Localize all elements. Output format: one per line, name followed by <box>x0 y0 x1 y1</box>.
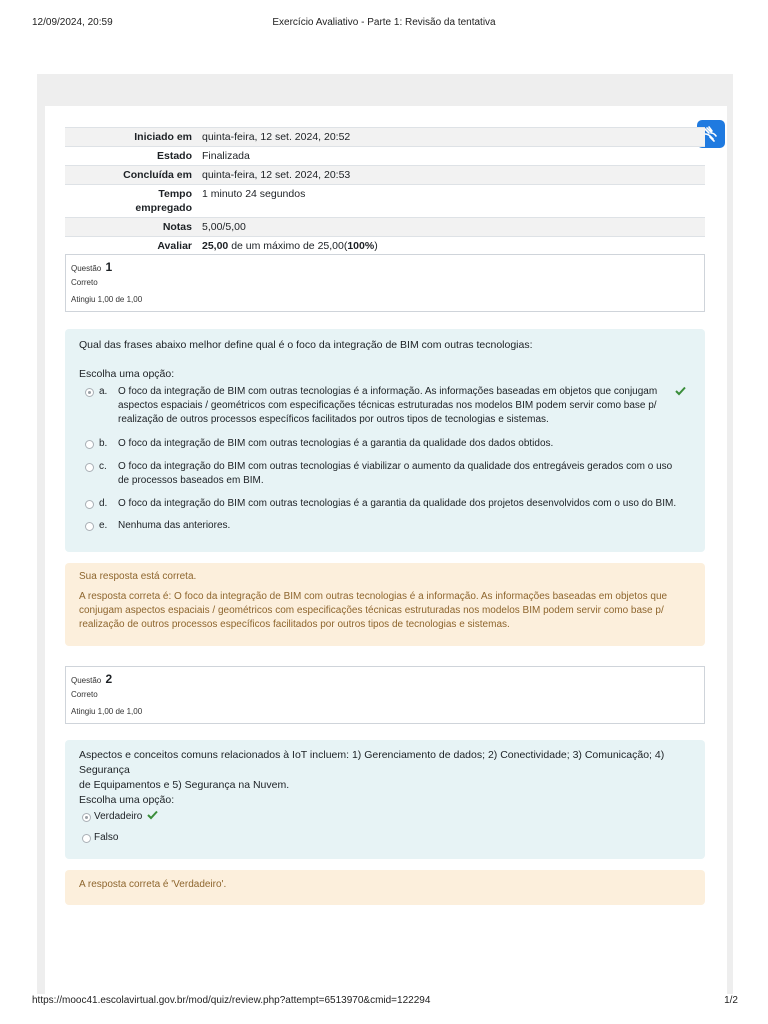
option-text-line: aspectos espaciais / geométricos com especificações técnicas estruturadas nos modelos BIM podem servir como base p/ <box>118 400 657 411</box>
option-letter: d. <box>99 498 108 509</box>
question-number: 1 <box>105 260 113 274</box>
choose-option-prompt: Escolha uma opção: <box>79 368 175 380</box>
summary-row-marks <box>65 218 705 237</box>
radio-button[interactable] <box>82 834 91 843</box>
summary-value: quinta-feira, 12 set. 2024, 20:53 <box>197 166 705 185</box>
answer-option-c[interactable] <box>85 460 695 490</box>
option-text-line: O foco da integração de BIM com outras tecnologias é a garantia da qualidade dos dados obtidos. <box>118 438 554 449</box>
summary-value: 5,00/5,00 <box>197 218 705 237</box>
question-info-2 <box>65 666 705 724</box>
question-state: Correto <box>71 690 98 699</box>
question-formulation-2 <box>65 740 705 859</box>
grade-value: 25,00 <box>202 240 229 252</box>
question-state: Correto <box>71 278 98 287</box>
summary-label: Tempo empregado <box>65 185 197 218</box>
grade-close: ) <box>374 240 378 252</box>
attempt-summary-table <box>65 127 705 256</box>
summary-row-started <box>65 128 705 147</box>
option-text-line: O foco da integração do BIM com outras tecnologias é viabilizar o aumento da qualidade dos entregáveis gerados com o uso <box>118 461 673 472</box>
option-label: Verdadeiro <box>94 811 143 822</box>
correct-answer-line: realização de outros processos específicos facilitados por outros tipos de tecnologias e sistemas. <box>79 619 510 630</box>
print-datetime: 12/09/2024, 20:59 <box>32 17 113 28</box>
summary-value: 1 minuto 24 segundos <box>197 185 705 218</box>
choose-option-prompt: Escolha uma opção: <box>79 794 175 806</box>
option-letter: c. <box>99 461 107 472</box>
summary-row-state <box>65 147 705 166</box>
page-url: https://mooc41.escolavirtual.gov.br/mod/quiz/review.php?attempt=6513970&cmid=122294 <box>32 995 431 1006</box>
summary-label: Estado <box>65 147 197 166</box>
radio-button[interactable] <box>85 500 94 509</box>
question-text-line: Aspectos e conceitos comuns relacionados à IoT incluem: 1) Gerenciamento de dados; 2) Conectividade; 3) Comunicação; 4) Segurança <box>79 749 665 776</box>
radio-button[interactable] <box>85 440 94 449</box>
option-text-line: O foco da integração de BIM com outras tecnologias é a informação. As informações baseadas em objetos que conjugam <box>118 386 658 397</box>
answer-option-a[interactable] <box>85 385 695 429</box>
summary-row-completed <box>65 166 705 185</box>
correct-answer-text: A resposta correta é 'Verdadeiro'. <box>79 879 227 890</box>
feedback-title: Sua resposta está correta. <box>79 571 197 582</box>
option-text-line: de processos baseados em BIM. <box>118 475 264 486</box>
option-letter: a. <box>99 386 108 397</box>
option-text-line: O foco da integração do BIM com outras tecnologias é a garantia da qualidade dos projetos desenvolvidos com o uso do BIM. <box>118 498 677 509</box>
summary-label: Iniciado em <box>65 128 197 147</box>
summary-value: Finalizada <box>197 147 705 166</box>
option-label: Falso <box>94 832 119 843</box>
summary-label: Concluída em <box>65 166 197 185</box>
radio-button[interactable] <box>82 813 91 822</box>
correct-check-icon <box>675 386 686 396</box>
option-text-line: realização de outros processos específicos facilitados por outros tipos de tecnologias e sistemas. <box>118 414 549 425</box>
question-grade: Atingiu 1,00 de 1,00 <box>71 295 143 304</box>
option-text-line: Nenhuma das anteriores. <box>118 520 231 531</box>
correct-check-icon <box>147 810 158 820</box>
question-grade: Atingiu 1,00 de 1,00 <box>71 707 143 716</box>
summary-label: Avaliar <box>65 237 197 256</box>
summary-label: Notas <box>65 218 197 237</box>
radio-button[interactable] <box>85 388 94 397</box>
summary-row-time-taken <box>65 185 705 218</box>
question-formulation-1 <box>65 329 705 552</box>
grade-max: de um máximo de 25,00( <box>228 240 348 252</box>
option-letter: b. <box>99 438 108 449</box>
page-number: 1/2 <box>724 995 738 1006</box>
summary-value <box>197 237 705 256</box>
summary-value: quinta-feira, 12 set. 2024, 20:52 <box>197 128 705 147</box>
correct-answer-line: A resposta correta é: O foco da integração de BIM com outras tecnologias é a informação. As informações baseadas em objetos que <box>79 591 668 602</box>
print-title: Exercício Avaliativo - Parte 1: Revisão da tentativa <box>272 17 496 28</box>
question-info-1 <box>65 254 705 312</box>
radio-button[interactable] <box>85 463 94 472</box>
summary-row-grade <box>65 237 705 256</box>
question-text-line: de Equipamentos e 5) Segurança na Nuvem. <box>79 779 290 791</box>
question-label: Questão <box>71 676 102 685</box>
correct-answer-line: conjugam aspectos espaciais / geométricos com especificações técnicas estruturadas nos modelos BIM podem servir como base p/ <box>79 605 664 616</box>
question-text: Qual das frases abaixo melhor define qual é o foco da integração de BIM com outras tecnologias: <box>79 339 533 351</box>
question-number: 2 <box>105 672 113 686</box>
feedback-box-2 <box>65 870 705 905</box>
option-letter: e. <box>99 520 108 531</box>
feedback-box-1 <box>65 563 705 646</box>
grade-percent: 100% <box>347 240 375 252</box>
question-label: Questão <box>71 264 102 273</box>
radio-button[interactable] <box>85 522 94 531</box>
